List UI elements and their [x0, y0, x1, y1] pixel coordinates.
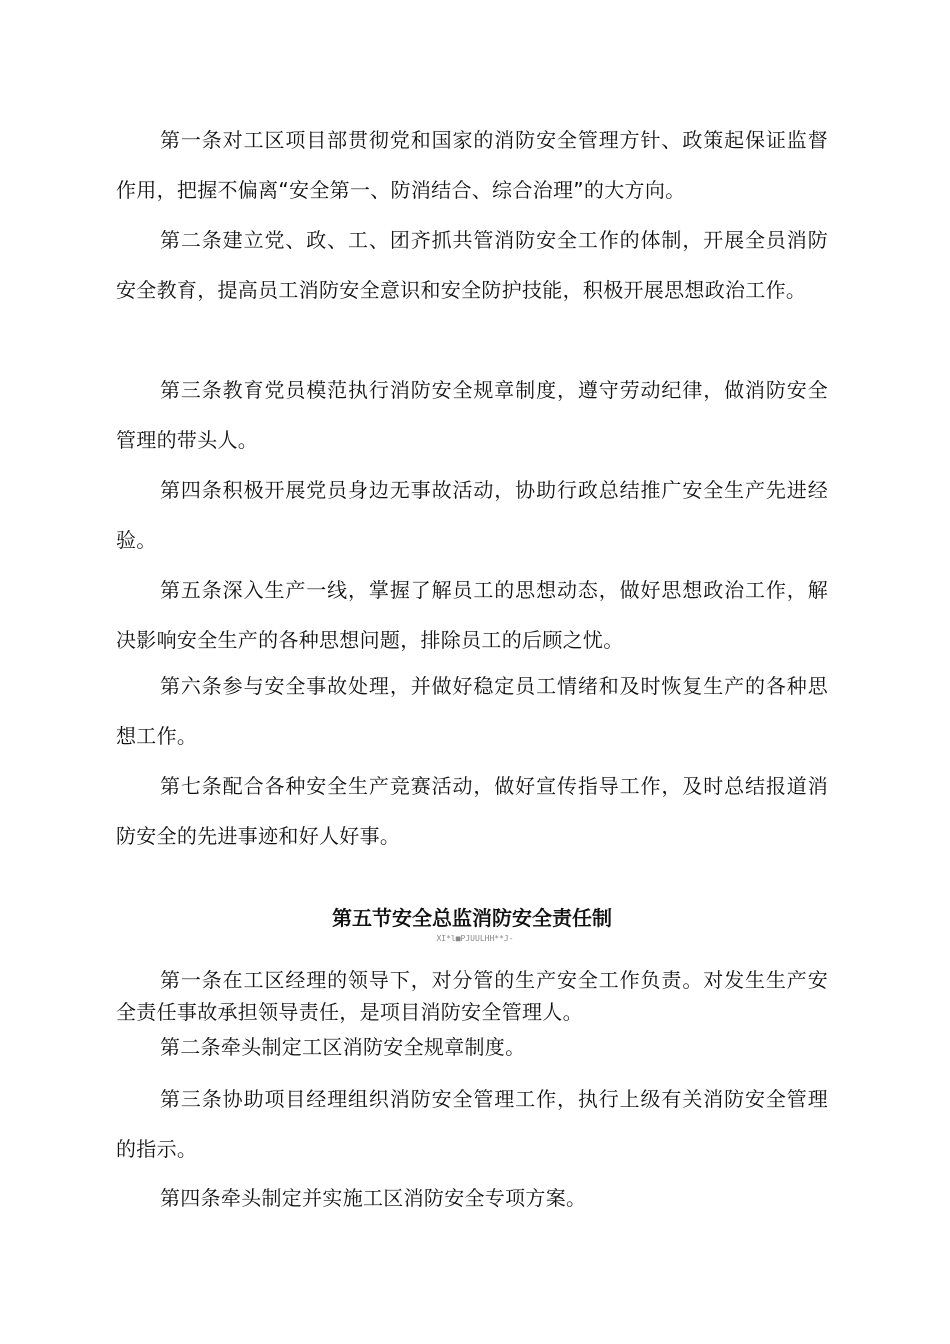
article-paragraph: 第一条在工区经理的领导下，对分管的生产安全工作负责。对发生生产安全责任事故承担领导责任，是项目消防安全管理人。	[116, 968, 828, 1024]
section-note: XI*l■PJUULHH**J-	[436, 934, 514, 943]
section-title: 第五节安全总监消防安全责任制	[332, 906, 612, 930]
article-paragraph: 第七条配合各种安全生产竞赛活动，做好宣传指导工作，及时总结报道消防安全的先进事迹和好人好事。	[116, 774, 828, 848]
article-paragraph: 第三条教育党员模范执行消防安全规章制度，遵守劳动纪律，做消防安全管理的带头人。	[116, 378, 828, 452]
article-paragraph: 第一条对工区项目部贯彻党和国家的消防安全管理方针、政策起保证监督作用，把握不偏离“安全第一、防消结合、综合治理”的大方向。	[116, 128, 828, 202]
article-paragraph: 第二条牵头制定工区消防安全规章制度。	[160, 1035, 526, 1059]
article-paragraph: 第五条深入生产一线，掌握了解员工的思想动态，做好思想政治工作，解决影响安全生产的各种思想问题，排除员工的后顾之忧。	[116, 578, 828, 652]
article-paragraph: 第六条参与安全事故处理，并做好稳定员工情绪和及时恢复生产的各种思想工作。	[116, 674, 828, 748]
article-paragraph: 第四条积极开展党员身边无事故活动，协助行政总结推广安全生产先进经验。	[116, 478, 828, 552]
article-paragraph: 第四条牵头制定并实施工区消防安全专项方案。	[160, 1186, 587, 1210]
article-paragraph: 第三条协助项目经理组织消防安全管理工作，执行上级有关消防安全管理的指示。	[116, 1087, 828, 1161]
article-paragraph: 第二条建立党、政、工、团齐抓共管消防安全工作的体制，开展全员消防安全教育，提高员工消防安全意识和安全防护技能，积极开展思想政治工作。	[116, 228, 828, 302]
